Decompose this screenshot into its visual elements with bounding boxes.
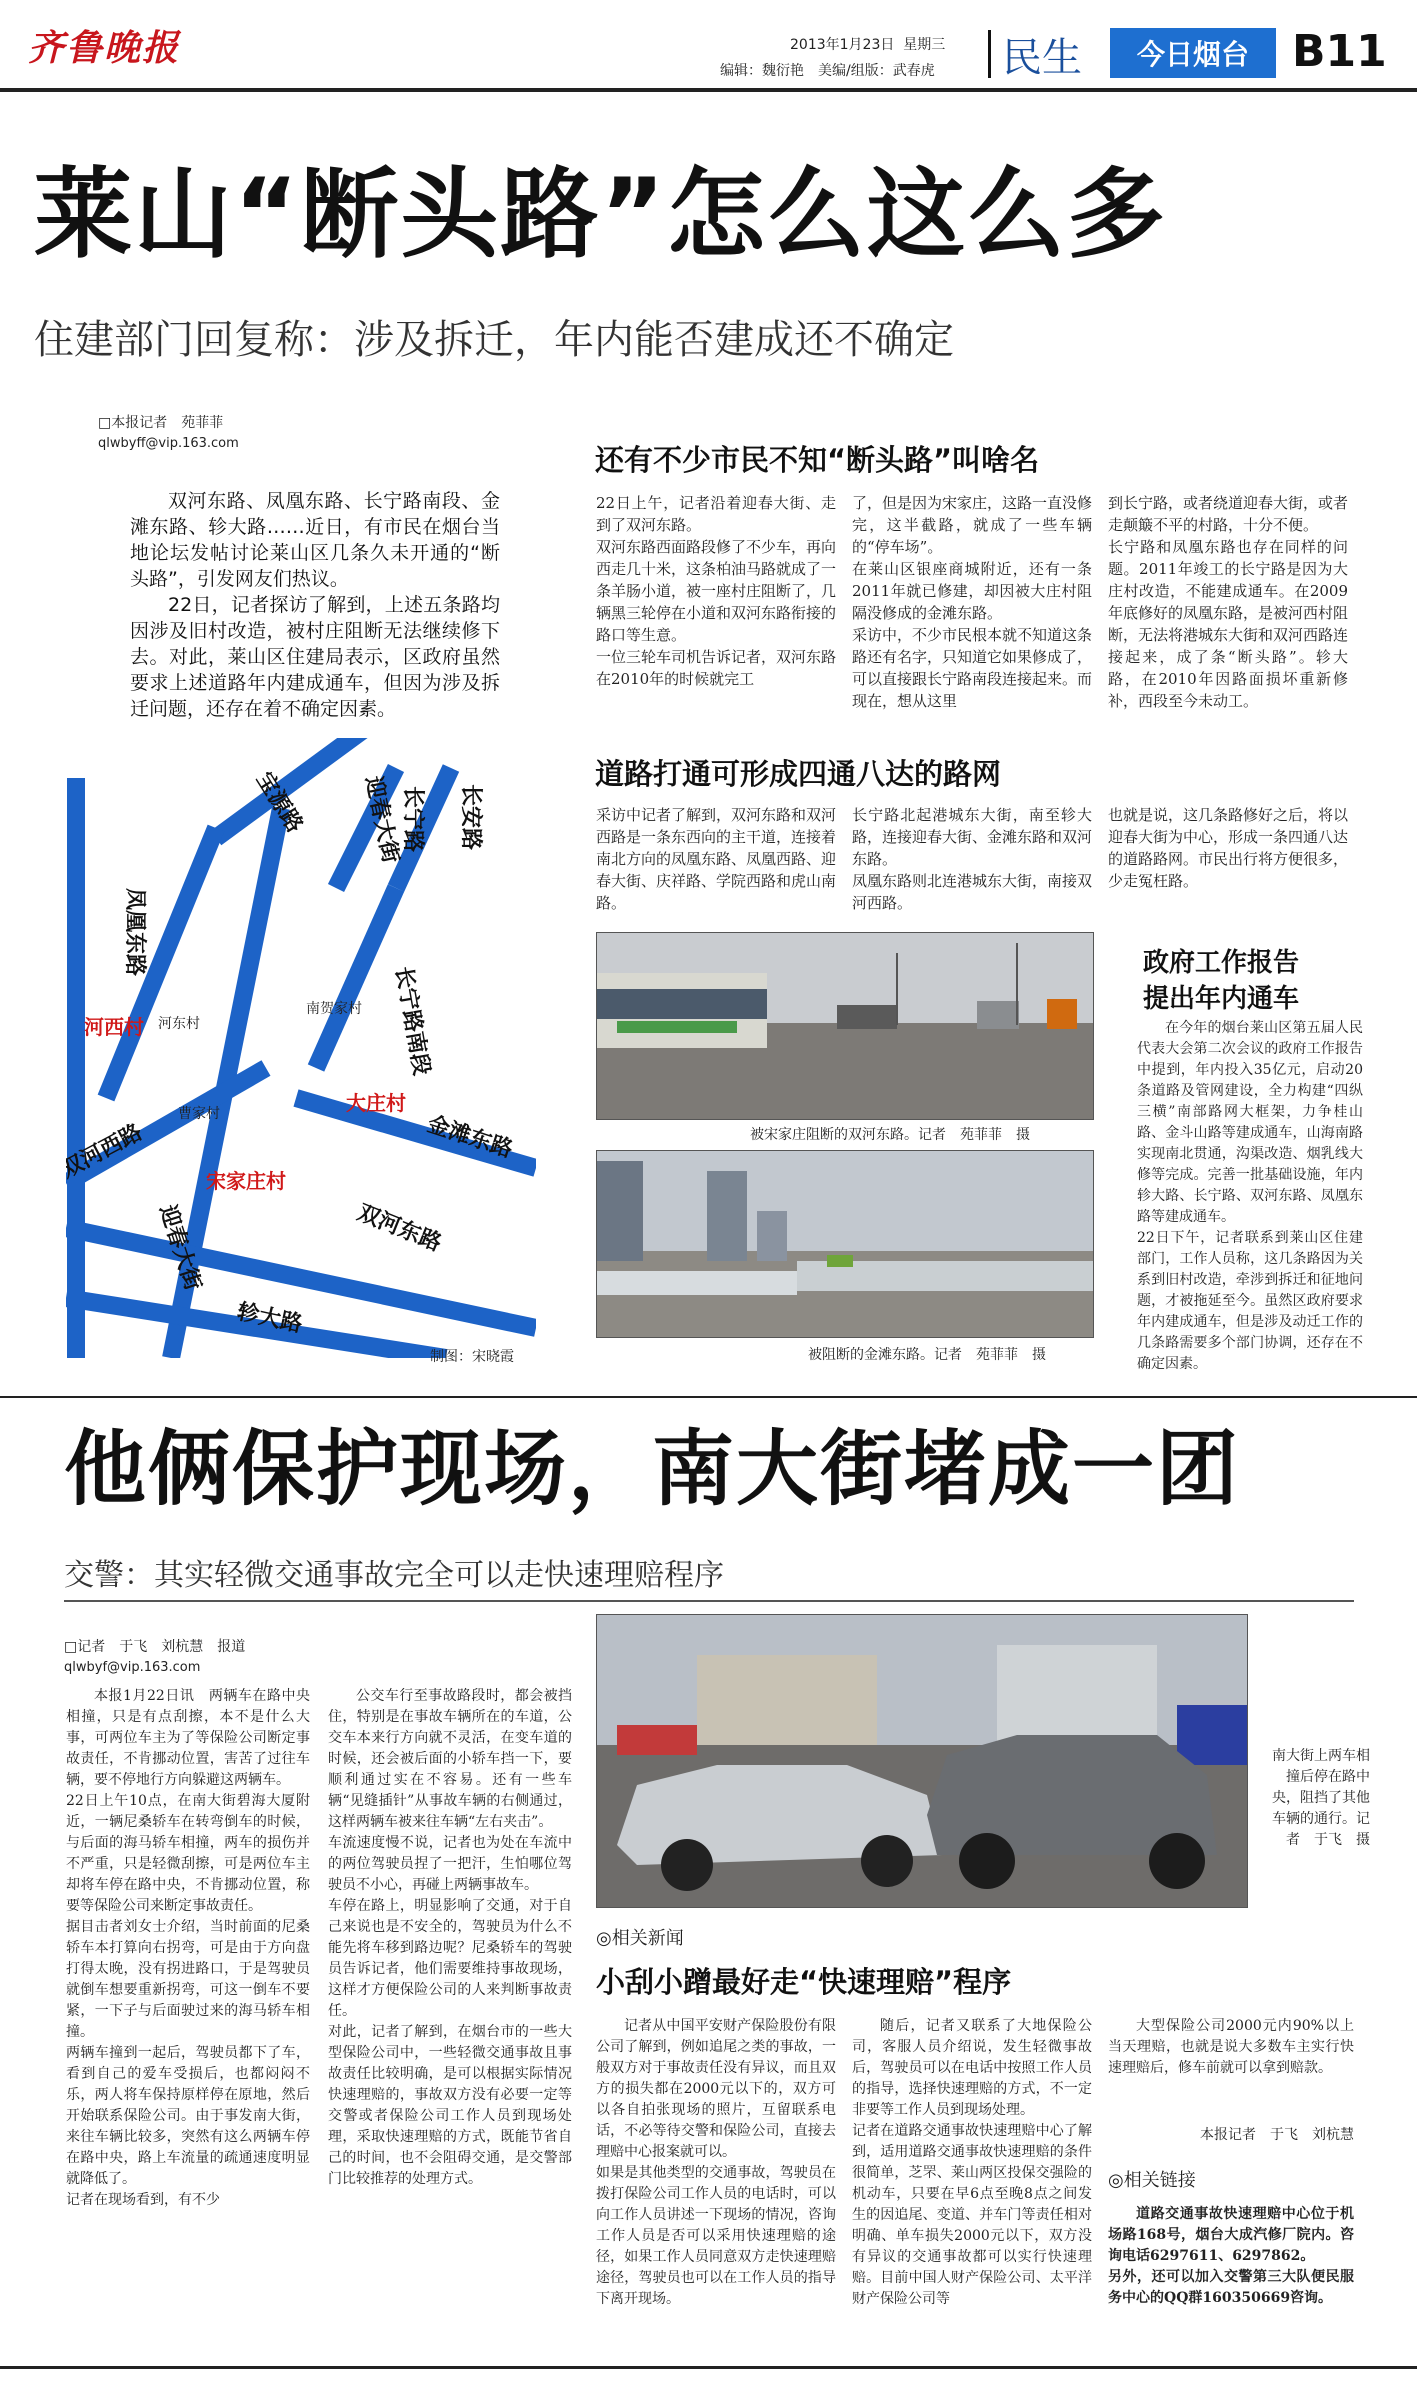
section1-col2: 了，但是因为宋家庄，这路一直没修完，这半截路，就成了一些车辆的“停车场”。 在莱山区银座商城附近，还有一条2011年就已修建，却因被大庄村阻隔没修成的金滩东路。 采访中，不少市民根本就不知道这条路还有名字，只知道它如果修成了，可以直接跟长宁路南段连接起来。而现在，想从这里 bbox=[852, 494, 1093, 710]
map-label-changning-south: 长宁路南段 bbox=[390, 964, 434, 1078]
story2-sec-byline: 本报记者 于飞 刘杭慧 bbox=[1200, 2127, 1354, 2143]
column-badge bbox=[1110, 28, 1276, 78]
footer-rule bbox=[0, 2366, 1417, 2369]
map-label-zhenda: 轸大路 bbox=[234, 1299, 305, 1338]
header-rule bbox=[0, 88, 1417, 92]
section2-col1: 采访中记者了解到，双河东路和双河西路是一条东西向的主干道，连接着南北方向的凤凰东路、凤凰西路、迎春大街、庆祥路、学院西路和虎山南路。 bbox=[596, 806, 837, 912]
story2-col1: 本报1月22日讯 两辆车在路中央相撞，只是有点刮擦，本不是什么大事，可两位车主为了等保险公司断定事故责任，不肯挪动位置，害苦了过往车辆，要不停地行方向躲避这两辆车。 22日上午10点，在南大街碧海大厦附近，一辆尼桑轿车在转弯倒车的时候，与后面的海马轿车相撞，两车的损伤并不严重，只是轻微刮擦，可是两位车主却将车停在路中央，不肯挪动位置，称要等保险公司来断定事故责任。 据目击者刘女士介绍，当时前面的尼桑轿车本打算向右拐弯，可是由于方向盘打得太晚，没有拐进路口，于是驾驶员就倒车想要重新拐弯，可这一倒车不要紧，一下子与后面驶过来的海马轿车相撞。 两辆车撞到一起后，驾驶员都下了车，看到自己的爱车受损后，也都闷闷不乐，两人将车保持原样停在原地，然后开始联系保险公司。由于事发南大街，来往车辆比较多，突然有这么两辆车停在路中央，路上车流量的疏通速度明显就降低了。 记者在现场看到，有不少 bbox=[66, 1688, 310, 2208]
story2-sec-col3: 大型保险公司2000元内90%以上当天理赔，也就是说大多数车主实行快速理赔后，修车前就可以拿到赔款。 bbox=[1108, 2018, 1354, 2076]
story2-headline: 他俩保护现场，南大街堵成一团 bbox=[64, 1422, 1241, 1517]
photo-accident-image bbox=[597, 1615, 1247, 1907]
column-badge-label: 今日烟台 bbox=[1136, 38, 1249, 71]
story1-lead bbox=[130, 488, 500, 722]
map-label-shuanghe-east: 双河东路 bbox=[353, 1200, 445, 1257]
story2-section-title: 小刮小蹭最好走“快速理赔”程序 bbox=[596, 1965, 1012, 1999]
map-label-yingchun-south: 迎春大街 bbox=[154, 1202, 206, 1294]
section-divider bbox=[988, 30, 991, 78]
masthead-text: 齐鲁晚报 bbox=[28, 27, 181, 69]
map-credit: 制图：宋晓霞 bbox=[430, 1349, 514, 1365]
story2-subhead: 交警：其实轻微交通事故完全可以走快速理赔程序 bbox=[64, 1558, 724, 1593]
section1-col1: 22日上午，记者沿着迎春大街、走到了双河东路。 双河东路西面路段修了不少车，再向西走几十米，这条柏油马路就成了一条羊肠小道，被一座村庄阻断了，几辆黑三轮停在小道和双河东路衔接的路口等生意。 一位三轮车司机告诉记者，双河东路在2010年的时候就完工 bbox=[596, 494, 837, 688]
date-text: 2013年1月23日 bbox=[790, 37, 895, 53]
map-label-baoyuan: 宝源路 bbox=[250, 767, 308, 838]
map-label-fenghuang: 凤凰东路 bbox=[122, 888, 147, 977]
side-body: 在今年的烟台莱山区第五届人民代表大会第二次会议的政府工作报告中提到，年内投入35亿元，启动20条道路及管网建设，全力构建“四纵三横”南部路网大框架，力争桂山路、金斗山路等建成通车，山海南路实现南北贯通，沟渠改造、烟乳线大修等完成。完善一批基础设施，年内轸大路、长宁路、双河东路、凤凰东路等建成通车。 22日下午，记者联系到莱山区住建部门，工作人员称，这几条路因为关系到旧村改造，牵涉到拆迁和征地问题，才被拖延至今。虽然区政府要求年内建成通车，但是涉及动迁工作的几条路需要多个部门协调，还存在不确定因素。 bbox=[1137, 1020, 1363, 1372]
map-village-caojia: 曹家村 bbox=[178, 1106, 220, 1122]
lead-paragraph-2: 22日，记者探访了解到，上述五条路均因涉及旧村改造，被村庄阻断无法继续修下去。对此，莱山区住建局表示，区政府虽然要求上述道路年内建成通车，但因为涉及拆迁问题，还存在着不确定因素。 bbox=[130, 594, 500, 720]
side-title-line1: 政府工作报告 bbox=[1143, 948, 1300, 978]
map-village-dazhuang: 大庄村 bbox=[346, 1091, 406, 1115]
editors-line: 编辑：魏衍艳 美编/组版：武春虎 bbox=[720, 63, 935, 79]
road-map-svg bbox=[66, 738, 536, 1358]
related-news-label: ◎相关新闻 bbox=[596, 1928, 684, 1949]
mid-rule bbox=[0, 1396, 1417, 1398]
photo-shuanghe-road-image bbox=[597, 933, 1093, 1119]
side-title-line2: 提出年内通车 bbox=[1143, 984, 1300, 1014]
map-label-changning: 长宁路 bbox=[400, 786, 425, 853]
story2-byline: □记者 于飞 刘杭慧 报道 bbox=[64, 1639, 246, 1655]
related-link-body: 道路交通事故快速理赔中心位于机场路168号，烟台大成汽修厂院内。咨询电话6297611、6297862。 另外，还可以加入交警第三大队便民服务中心的QQ群160350669咨询。 bbox=[1108, 2206, 1354, 2306]
map-village-songjiazhuang: 宋家庄村 bbox=[206, 1169, 286, 1193]
photo-accident bbox=[596, 1614, 1248, 1908]
photo-accident-caption: 南大街上两车相撞后停在路中央，阻挡了其他车辆的通行。记者 于飞 摄 bbox=[1272, 1748, 1370, 1848]
issue-date bbox=[790, 34, 945, 54]
map-label-jintan: 金滩东路 bbox=[424, 1111, 516, 1163]
section1-col3: 到长宁路，或者绕道迎春大街，或者走颠簸不平的村路，十分不便。 长宁路和凤凰东路也存在同样的问题。2011年竣工的长宁路是因为大庄村改造，不能建成通车。在2009年底修好的凤凰东路，是被河西村阻断，无法将港城东大街和双河西路连接起来，成了条“断头路”。轸大路，在2010年因路面损坏重新修补，西段至今未动工。 bbox=[1108, 494, 1349, 710]
photo-jintan-road bbox=[596, 1150, 1094, 1338]
story2-sec-col2: 随后，记者又联系了大地保险公司，客服人员介绍说，发生轻微事故后，驾驶员可以在电话中按照工作人员的指导，选择快速理赔的方式，不一定非要等工作人员到现场处理。 记者在道路交通事故快速理赔中心了解到，适用道路交通事故快速理赔的条件很简单，芝罘、莱山两区投保交强险的机动车，只要在早6点至晚8点之间发生的因追尾、变道、并车门等责任相对明确、单车损失2000元以下，双方没有异议的交通事故都可以实行快速理赔。目前中国人财产保险公司、太平洋财产保险公司等 bbox=[852, 2018, 1092, 2307]
lead-paragraph-1: 双河东路、凤凰东路、长宁路南段、金滩东路、轸大路……近日，有市民在烟台当地论坛发帖讨论莱山区几条久未开通的“断头路”，引发网友们热议。 bbox=[130, 490, 500, 590]
section-name: 民生 bbox=[1002, 35, 1082, 81]
map-label-changan: 长安路 bbox=[458, 784, 483, 851]
story1-byline: □本报记者 苑菲菲 bbox=[98, 415, 224, 431]
story1-subhead: 住建部门回复称：涉及拆迁，年内能否建成还不确定 bbox=[34, 317, 954, 363]
section2-col2: 长宁路北起港城东大街，南至轸大路，连接迎春大街、金滩东路和双河东路。 凤凰东路则北连港城东大街，南接双河西路。 bbox=[852, 806, 1093, 912]
story1-section2-title: 道路打通可形成四通八达的路网 bbox=[595, 757, 1002, 791]
photo1-caption: 被宋家庄阻断的双河东路。记者 苑菲菲 摄 bbox=[750, 1127, 1030, 1143]
story1-email: qlwbyff@vip.163.com bbox=[98, 436, 239, 451]
map-label-yingchun: 迎春大街 bbox=[360, 774, 403, 866]
map-village-nanhejia: 南贺家村 bbox=[306, 1001, 362, 1017]
related-link-label: ◎相关链接 bbox=[1108, 2170, 1196, 2191]
map-village-hedong: 河东村 bbox=[158, 1016, 200, 1032]
story1-headline: 莱山“断头路”怎么这么多 bbox=[34, 158, 1167, 272]
photo-shuanghe-road bbox=[596, 932, 1094, 1120]
photo2-caption: 被阻断的金滩东路。记者 苑菲菲 摄 bbox=[808, 1347, 1046, 1363]
map-village-hexi: 河西村 bbox=[84, 1015, 144, 1039]
page-number: B11 bbox=[1292, 26, 1387, 77]
map-label-shuanghe-west: 双河西路 bbox=[66, 1119, 147, 1184]
road-map bbox=[66, 738, 536, 1358]
weekday-text: 星期三 bbox=[903, 37, 946, 53]
story1-section1-title: 还有不少市民不知“断头路”叫啥名 bbox=[595, 443, 1040, 477]
section2-col3: 也就是说，这几条路修好之后，将以迎春大街为中心，形成一条四通八达的道路路网。市民出行将方便很多，少走冤枉路。 bbox=[1108, 806, 1349, 890]
story2-email: qlwbyf@vip.163.com bbox=[64, 1660, 201, 1675]
story2-subhead-rule bbox=[64, 1600, 1354, 1602]
story2-sec-col1: 记者从中国平安财产保险股份有限公司了解到，例如追尾之类的事故，一般双方对于事故责任没有异议，而且双方的损失都在2000元以下的，双方可以各自拍张现场的照片，互留联系电话，不必等待交警和保险公司，直接去理赔中心报案就可以。 如果是其他类型的交通事故，驾驶员在拨打保险公司工作人员的电话时，可以向工作人员讲述一下现场的情况，咨询工作人员是否可以采用快速理赔的途径，如果工作人员同意双方走快速理赔途径，驾驶员也可以在工作人员的指导下离开现场。 bbox=[596, 2018, 836, 2307]
masthead-logo bbox=[28, 20, 188, 72]
story2-col2: 公交车行至事故路段时，都会被挡住，特别是在事故车辆所在的车道，公交车本来行方向就不灵活，在变车道的时候，还会被后面的小轿车挡一下，要顺利通过实在不容易。还有一些车辆“见缝插针”从事故车辆的右侧通过，这样两辆车被来往车辆“左右夹击”。 车流速度慢不说，记者也为处在车流中的两位驾驶员捏了一把汗，生怕哪位驾驶员不小心，再碰上两辆事故车。 车停在路上，明显影响了交通，对于自己来说也是不安全的，驾驶员为什么不能先将车移到路边呢？尼桑轿车的驾驶员告诉记者，他们需要维持事故现场，这样才方便保险公司的人来判断事故责任。 对此，记者了解到，在烟台市的一些大型保险公司中，一些轻微交通事故且事故责任比较明确，是可以根据实际情况快速理赔的，事故双方没有必要一定等交警或者保险公司工作人员到现场处理，采取快速理赔的方式，既能节省自己的时间，也不会阻碍交通，是交警部门比较推荐的处理方式。 bbox=[328, 1688, 572, 2187]
photo-jintan-road-image bbox=[597, 1151, 1093, 1337]
